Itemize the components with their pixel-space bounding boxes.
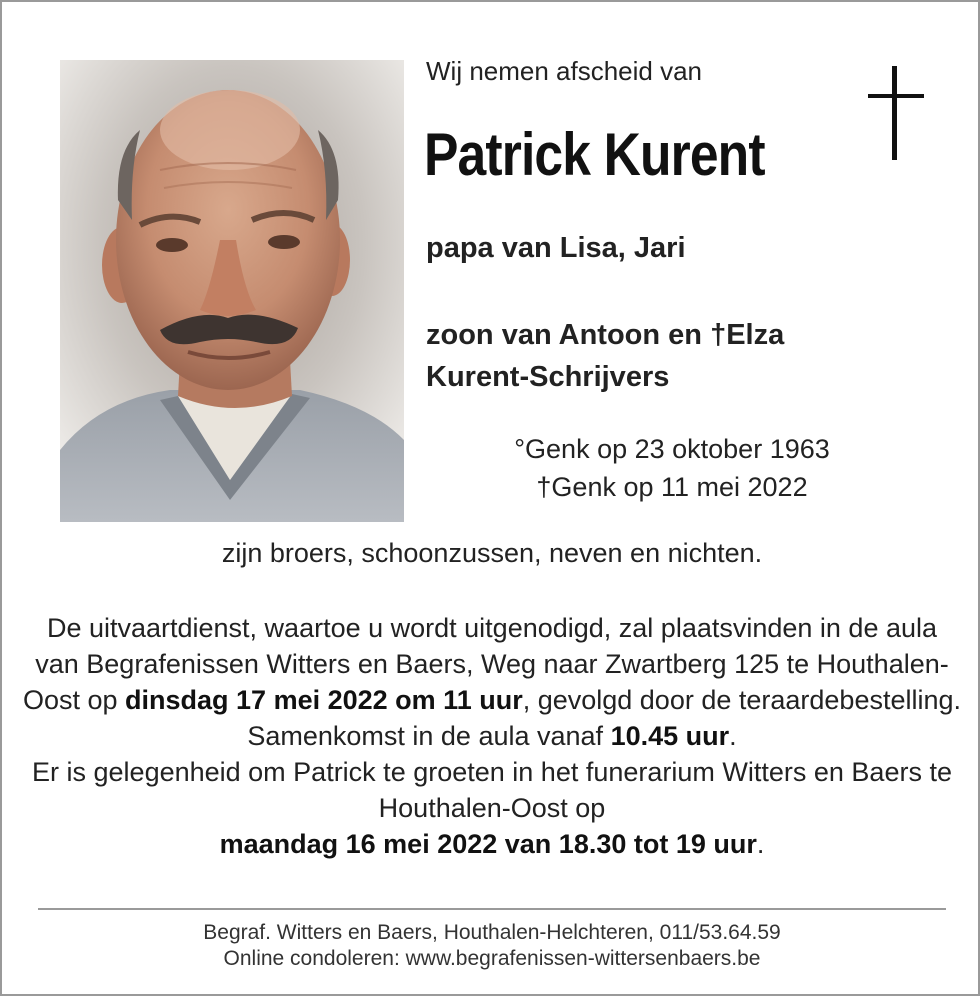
condolence-line[interactable]: Online condoleren: www.begrafenissen-wittersenbaers.be (223, 947, 761, 970)
deceased-name: Patrick Kurent (424, 121, 765, 188)
death-date: †Genk op 11 mei 2022 (536, 472, 808, 502)
dates-block (432, 430, 912, 506)
service-details (22, 610, 962, 862)
service-date: dinsdag 17 mei 2022 om 11 uur (125, 685, 523, 715)
service-text-2: , gevolgd door de teraardebestelling. (522, 685, 962, 715)
gathering-period: . (729, 721, 737, 751)
gathering-text: Samenkomst in de aula vanaf (247, 721, 611, 751)
parents-line-2: Kurent-Schrijvers (426, 361, 670, 393)
funeral-home-line: Begraf. Witters en Baers, Houthalen-Helchteren, 011/53.64.59 (203, 921, 781, 944)
portrait-photo (60, 60, 404, 522)
children-line: papa van Lisa, Jari (426, 232, 686, 264)
gathering-time: 10.45 uur (610, 721, 730, 751)
visitation-period: . (756, 829, 765, 859)
visitation-date: maandag 16 mei 2022 van 18.30 tot 19 uur (219, 829, 757, 859)
footer-divider (38, 908, 946, 910)
family-line: zijn broers, schoonzussen, neven en nichten. (221, 538, 763, 568)
cross-icon (868, 66, 924, 162)
parents-block (426, 314, 784, 398)
parents-line-1: zoon van Antoon en †Elza (426, 319, 785, 351)
service-text-1: De uitvaartdienst, waartoe u wordt uitgenodigd, zal plaatsvinden in de aula van Begrafenissen Witters en Baers, Weg naar Zwartberg 125 te Houthalen-Oost op (22, 613, 949, 715)
visitation-text: Er is gelegenheid om Patrick te groeten in het funerarium Witters en Baers te Houthalen-Oost op (32, 757, 952, 823)
intro-text: Wij nemen afscheid van (426, 56, 703, 86)
footer (2, 920, 980, 972)
birth-date: °Genk op 23 oktober 1963 (514, 434, 830, 464)
